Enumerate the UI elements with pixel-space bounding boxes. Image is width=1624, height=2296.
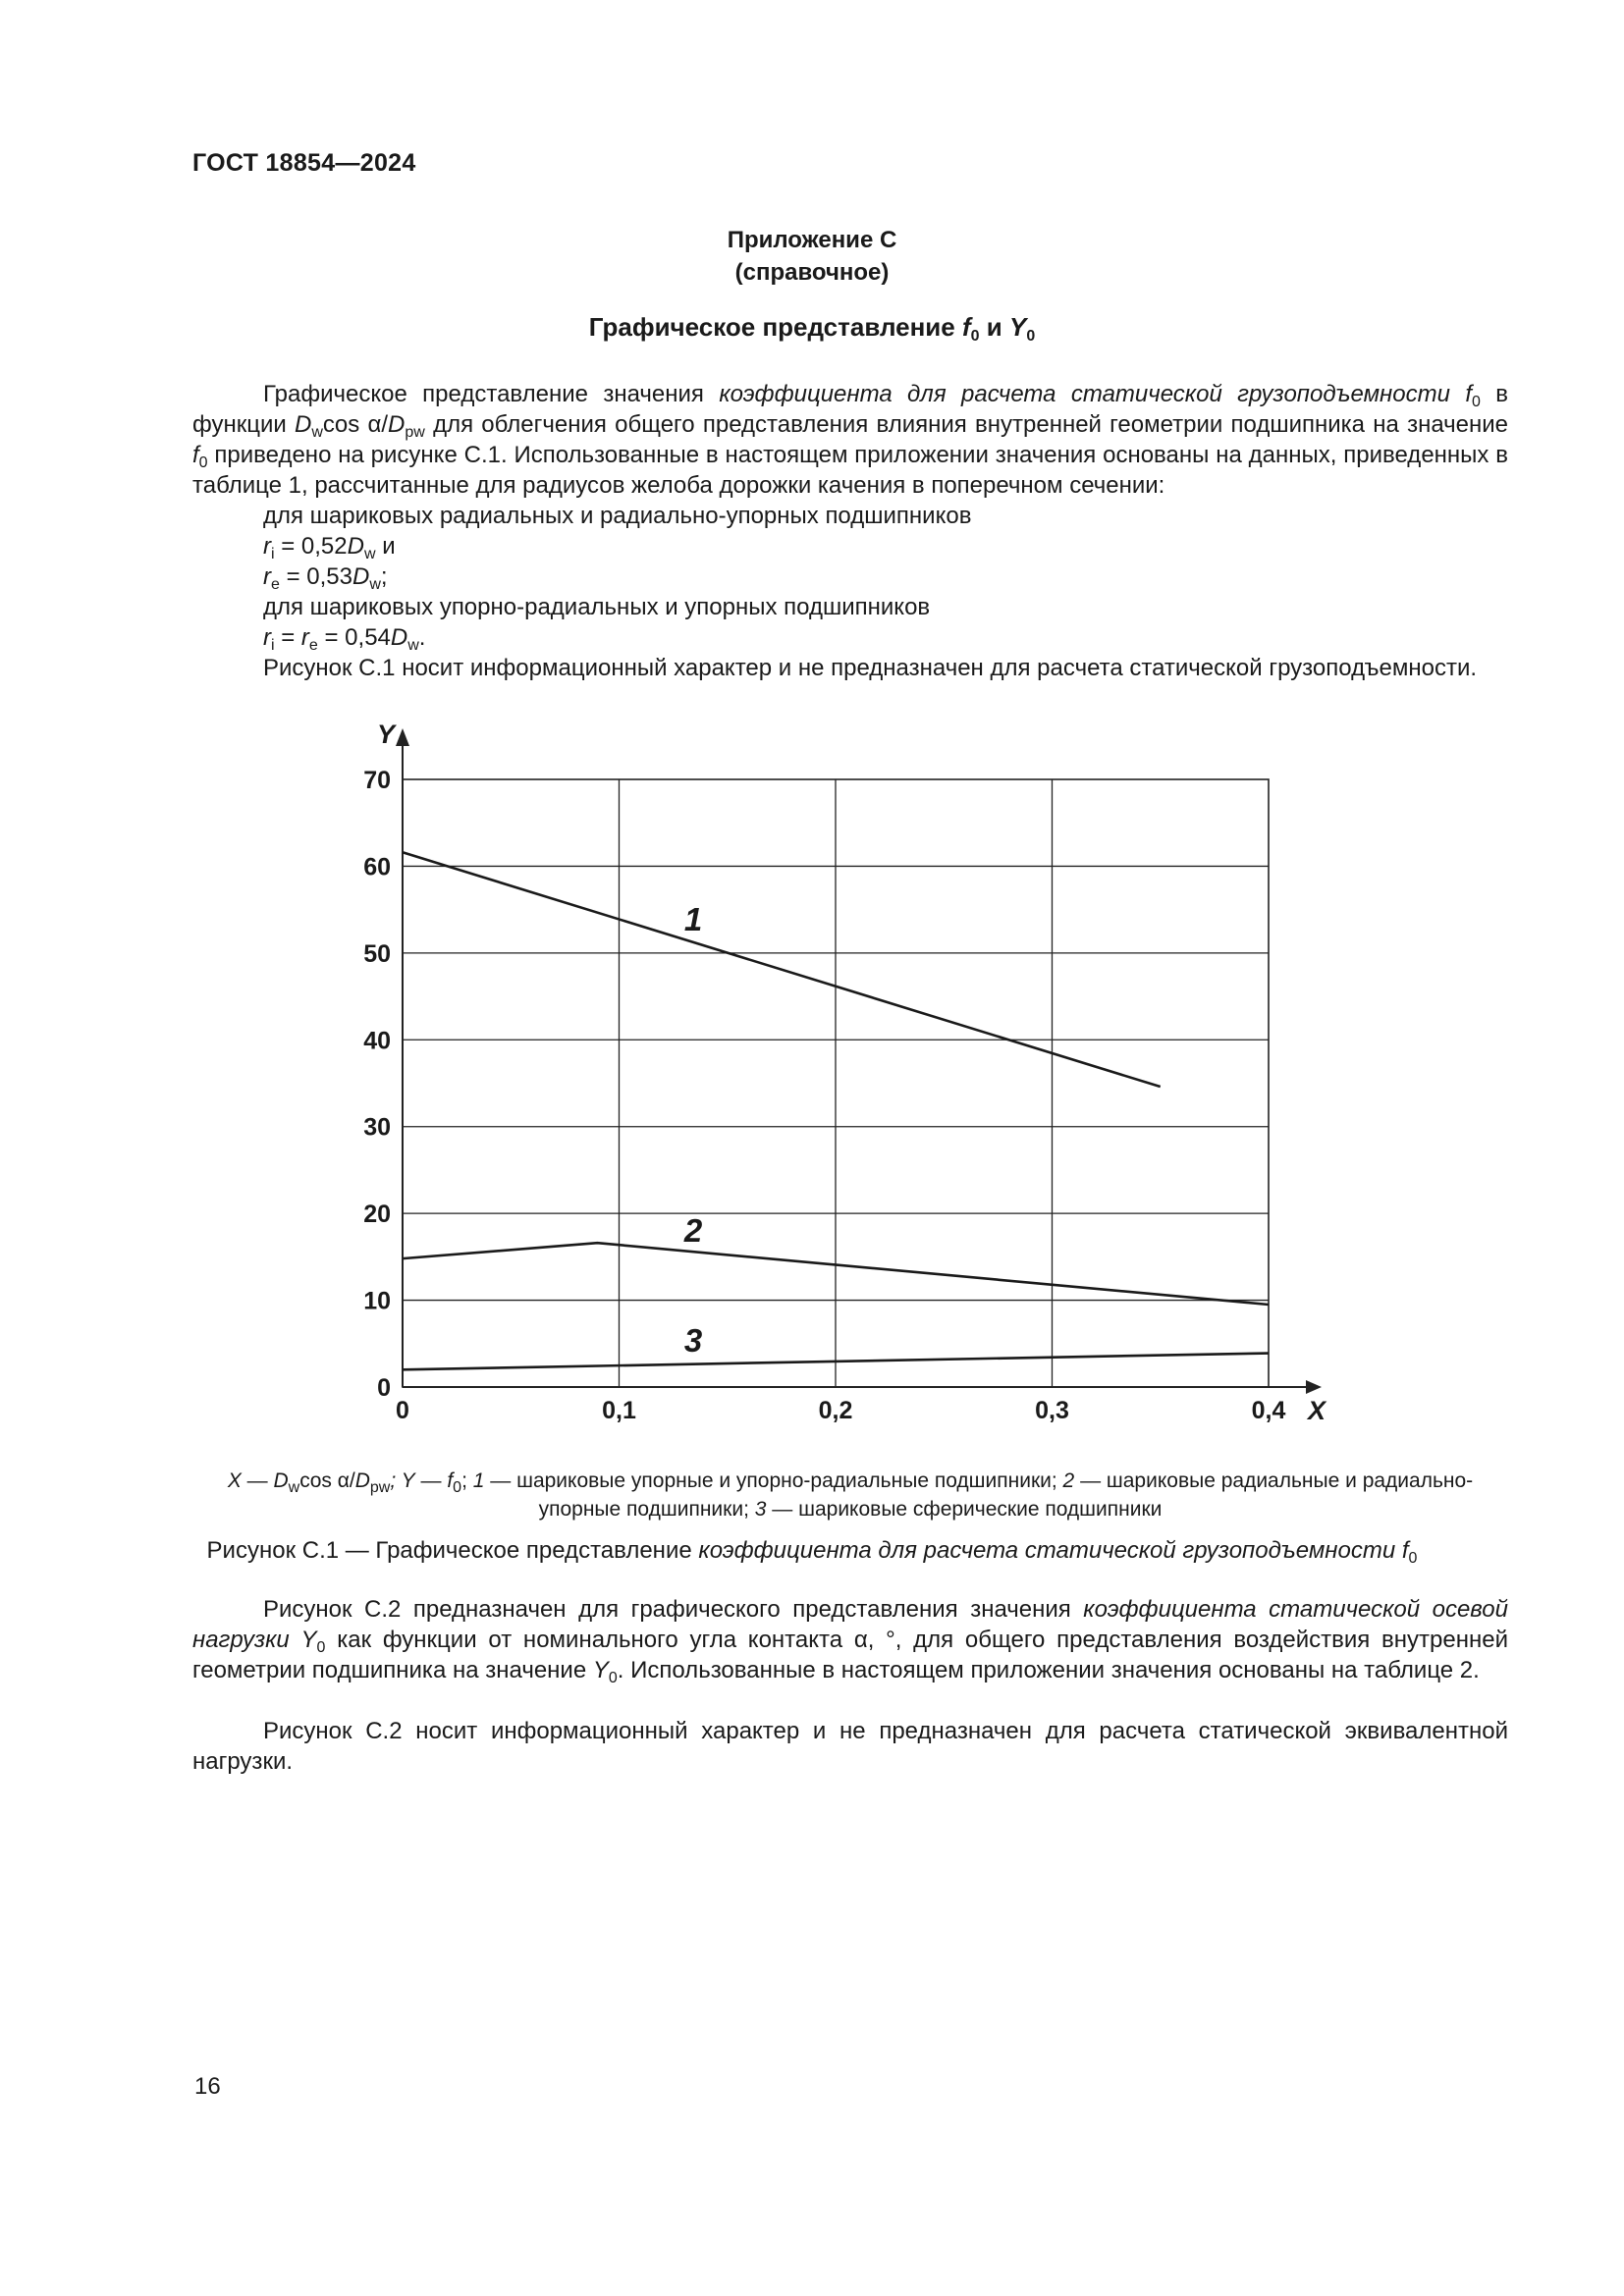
x-tick-label: 0,4 <box>1251 1397 1286 1424</box>
y-tick-label: 40 <box>363 1027 391 1055</box>
series-label-2: 2 <box>683 1212 703 1249</box>
figure-caption: Рисунок С.1 — Графическое представление коэффициента для расчета статической грузоподъемности $f_0$ <box>206 1537 1418 1567</box>
y-tick-label: 10 <box>363 1287 391 1315</box>
y-axis-label: Y <box>377 720 396 749</box>
y-tick-label: 0 <box>377 1374 391 1402</box>
x-tick-label: 0,1 <box>602 1397 636 1424</box>
chart-series-labels <box>683 901 703 1359</box>
paragraph-figure-c2: Рисунок С.2 предназначен для графического представления значения коэффициента статической осевой нагрузки $Y_0$ как функции от номинального угла контакта α, °, для общего представления воздействия внутренней геометрии подшипника на значение $Y_0$. Использованные в настоящем приложении значения основаны на таблице 2. <box>192 1596 1508 1686</box>
x-tick-label: 0,3 <box>1035 1397 1069 1424</box>
x-axis-label: X <box>1308 1396 1326 1425</box>
chart-tick-labels <box>363 767 1285 1424</box>
document-number: ГОСТ 18854—2024 <box>192 149 416 177</box>
figure-legend: X — $D_w\cos$ $\alpha/D_{pw}$; Y — $f_0$; 1 — шариковые упорные и упорно-радиальные подшипники; 2 — шариковые радиальные и радиально-упорные подшипники; 3 — шариковые сферические подшипники <box>227 1469 1474 1521</box>
y-axis-arrow <box>396 728 409 746</box>
paragraph-intro: Графическое представление значения коэффициента для расчета статической грузоподъемности $f_0$ в функции $D_w\cos$ $\alpha/D_{pw}$ для облегчения общего представления влияния внутренней геометрии подшипника на значение $f_0$ приведено на рисунке С.1. Использованные в настоящем приложении значения основаны на данных, приведенных в таблице 1, рассчитанные для радиусов желоба дорожки качения в поперечном сечении: <box>192 381 1509 499</box>
list-line-thrust: для шариковых упорно-радиальных и упорных подшипников <box>263 594 931 620</box>
y-tick-label: 60 <box>363 853 391 881</box>
section-title: Графическое представление $f_0$ и $Y_0$ <box>588 312 1036 345</box>
y-tick-label: 50 <box>363 939 391 968</box>
formula-ri: $r_i = 0,52D_w$ и <box>263 533 396 562</box>
x-tick-label: 0 <box>396 1397 409 1424</box>
y-tick-label: 30 <box>363 1113 391 1142</box>
y-tick-label: 20 <box>363 1201 391 1229</box>
formula-re: $r_e = 0,53D_w$; <box>263 563 388 593</box>
series-label-1: 1 <box>683 901 703 937</box>
paragraph-figure-c2-note: Рисунок С.2 носит информационный характер и не предназначен для расчета статической эквивалентной нагрузки. <box>192 1718 1508 1775</box>
appendix-subtitle: (справочное) <box>734 259 890 286</box>
list-line-radial: для шариковых радиальных и радиально-упорных подшипников <box>263 503 972 529</box>
formula-ri-re: $r_i = r_e = 0,54D_w$. <box>263 624 426 654</box>
series-line-1 <box>403 852 1161 1087</box>
chart-axes <box>377 720 1327 1425</box>
page-number: 16 <box>194 2073 221 2100</box>
y-tick-label: 70 <box>363 767 391 794</box>
x-tick-label: 0,2 <box>818 1397 853 1424</box>
appendix-title: Приложение С <box>727 227 897 253</box>
chart-grid <box>403 779 1269 1387</box>
figure-c1-note: Рисунок С.1 носит информационный характер и не предназначен для расчета статической грузоподъемности. <box>263 655 1478 681</box>
x-axis-arrow <box>1306 1380 1322 1394</box>
series-label-3: 3 <box>683 1322 703 1359</box>
